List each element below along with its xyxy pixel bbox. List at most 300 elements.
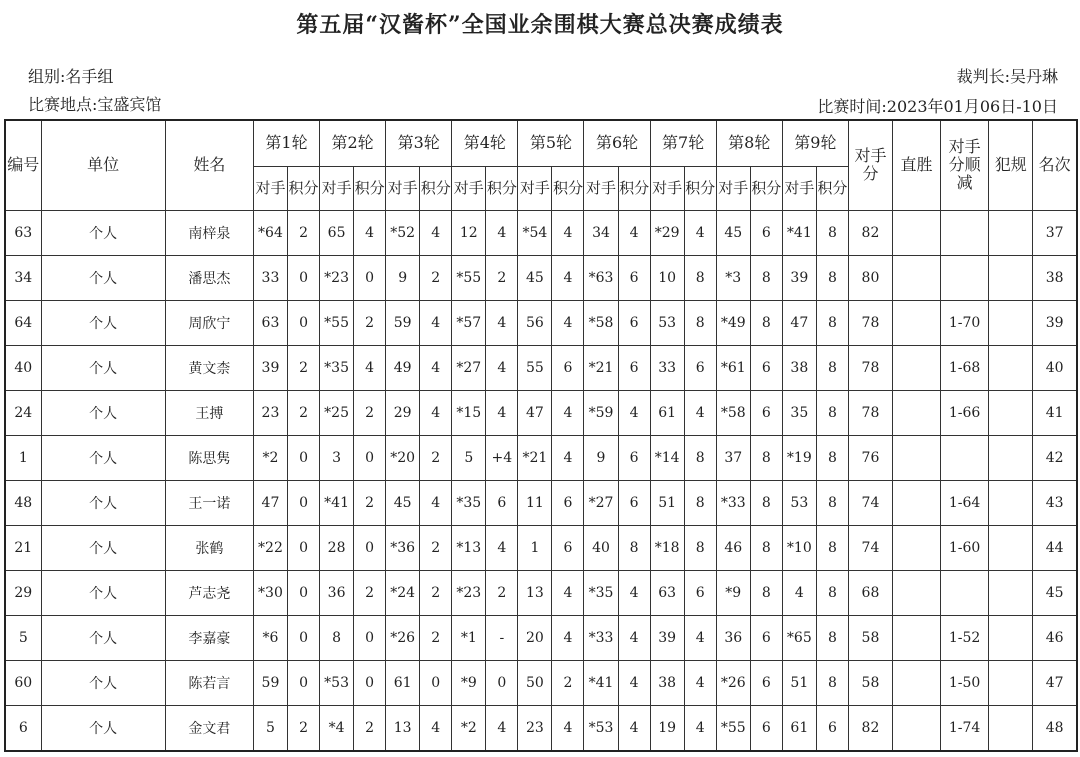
round-points: 2 [288,210,320,255]
round-opponent: *35 [320,345,354,390]
round-opponent: 47 [782,300,816,345]
opponent-order [941,435,989,480]
player-unit: 个人 [41,705,165,751]
round-points: 8 [816,570,848,615]
round-points: 4 [618,570,650,615]
foul [989,525,1033,570]
opponent-order [941,570,989,615]
round-opponent: *23 [320,255,354,300]
round-opponent: *2 [253,435,287,480]
round-points: 4 [552,435,584,480]
round-points: 6 [618,435,650,480]
header-round: 第5轮 [518,120,584,166]
round-points: 6 [618,480,650,525]
round-opponent: 45 [386,480,420,525]
round-points: 4 [354,210,386,255]
opponent-order: 1-74 [941,705,989,751]
round-points: 0 [288,435,320,480]
round-opponent: *25 [320,390,354,435]
player-name: 张鹤 [165,525,253,570]
header-points: 积分 [354,166,386,210]
round-opponent: *35 [452,480,486,525]
round-opponent: *53 [584,705,618,751]
header-points: 积分 [618,166,650,210]
round-points: 4 [420,300,452,345]
round-points: 8 [750,255,782,300]
round-opponent: *65 [782,615,816,660]
player-name: 陈思隽 [165,435,253,480]
header-opponent: 对手 [452,166,486,210]
foul [989,570,1033,615]
round-points: 4 [684,705,716,751]
round-points: 0 [354,435,386,480]
round-points: 2 [288,705,320,751]
direct-win [893,615,941,660]
player-no: 34 [5,255,41,300]
round-opponent: 8 [320,615,354,660]
round-opponent: 35 [782,390,816,435]
round-points: 8 [684,255,716,300]
header-round: 第8轮 [716,120,782,166]
round-points: 4 [684,210,716,255]
round-points: - [486,615,518,660]
round-points: 8 [684,435,716,480]
player-no: 63 [5,210,41,255]
player-name: 王搏 [165,390,253,435]
player-unit: 个人 [41,210,165,255]
rank: 45 [1033,570,1077,615]
header-round: 第3轮 [386,120,452,166]
round-opponent: *18 [650,525,684,570]
round-opponent: *4 [320,705,354,751]
round-opponent: *36 [386,525,420,570]
round-opponent: 36 [320,570,354,615]
player-no: 29 [5,570,41,615]
round-opponent: *33 [716,480,750,525]
round-opponent: *27 [452,345,486,390]
round-points: 8 [750,435,782,480]
round-points: 4 [486,345,518,390]
round-points: 8 [750,300,782,345]
opponent-order: 1-52 [941,615,989,660]
round-opponent: 61 [386,660,420,705]
round-points: 8 [816,255,848,300]
round-points: 2 [486,570,518,615]
round-opponent: *41 [584,660,618,705]
round-opponent: 28 [320,525,354,570]
round-opponent: 19 [650,705,684,751]
header-round: 第6轮 [584,120,650,166]
direct-win [893,525,941,570]
round-points: 0 [288,615,320,660]
direct-win [893,435,941,480]
round-opponent: 46 [716,525,750,570]
round-opponent: 36 [716,615,750,660]
rank: 47 [1033,660,1077,705]
direct-win [893,390,941,435]
round-opponent: *57 [452,300,486,345]
round-points: 8 [816,210,848,255]
header-foul: 犯规 [989,120,1033,210]
round-points: 6 [750,390,782,435]
round-points: 6 [486,480,518,525]
direct-win [893,570,941,615]
header-round: 第9轮 [782,120,848,166]
foul [989,345,1033,390]
player-unit: 个人 [41,480,165,525]
round-opponent: *64 [253,210,287,255]
opponent-score: 68 [848,570,892,615]
round-opponent: 38 [782,345,816,390]
round-points: 4 [618,705,650,751]
header-opponent: 对手 [650,166,684,210]
round-opponent: *59 [584,390,618,435]
opponent-score: 78 [848,345,892,390]
round-opponent: 34 [584,210,618,255]
round-opponent: *3 [716,255,750,300]
round-opponent: *13 [452,525,486,570]
round-opponent: 13 [518,570,552,615]
player-name: 王一诺 [165,480,253,525]
round-opponent: *41 [320,480,354,525]
round-opponent: *53 [320,660,354,705]
round-points: 4 [618,390,650,435]
header-points: 积分 [750,166,782,210]
round-points: 4 [486,210,518,255]
opponent-score: 74 [848,480,892,525]
round-points: 0 [288,660,320,705]
opponent-order: 1-66 [941,390,989,435]
round-opponent: *54 [518,210,552,255]
round-opponent: 9 [584,435,618,480]
header-round: 第4轮 [452,120,518,166]
foul [989,300,1033,345]
round-points: 6 [552,480,584,525]
round-points: 8 [816,345,848,390]
venue-label: 比赛地点:宝盛宾馆 [28,95,162,114]
header-points: 积分 [288,166,320,210]
round-points: 2 [420,255,452,300]
round-points: 4 [486,525,518,570]
round-opponent: 1 [518,525,552,570]
header-opponent: 对手 [782,166,816,210]
round-points: 4 [552,390,584,435]
round-opponent: *58 [584,300,618,345]
round-points: 4 [420,705,452,751]
table-row [5,345,1077,390]
round-points: 6 [750,615,782,660]
round-points: 4 [552,210,584,255]
round-opponent: 4 [782,570,816,615]
table-row [5,525,1077,570]
round-opponent: *22 [253,525,287,570]
round-opponent: 45 [716,210,750,255]
round-opponent: *30 [253,570,287,615]
round-points: 4 [486,390,518,435]
round-opponent: *6 [253,615,287,660]
round-points: 0 [354,255,386,300]
round-opponent: 61 [782,705,816,751]
foul [989,615,1033,660]
round-points: 4 [552,255,584,300]
round-opponent: *58 [716,390,750,435]
round-points: 6 [552,525,584,570]
direct-win [893,705,941,751]
header-unit: 单位 [41,120,165,210]
round-points: 6 [750,345,782,390]
round-points: 4 [552,570,584,615]
header-direct-win: 直胜 [893,120,941,210]
table-row [5,255,1077,300]
round-opponent: 3 [320,435,354,480]
round-points: 0 [288,525,320,570]
header-points: 积分 [552,166,584,210]
round-points: 6 [618,345,650,390]
round-opponent: 20 [518,615,552,660]
opponent-score: 78 [848,390,892,435]
direct-win [893,345,941,390]
round-points: 8 [750,525,782,570]
round-points: 6 [750,660,782,705]
header-round: 第7轮 [650,120,716,166]
foul [989,210,1033,255]
round-points: 4 [552,615,584,660]
round-opponent: *41 [782,210,816,255]
foul [989,705,1033,751]
round-opponent: *26 [386,615,420,660]
round-opponent: *15 [452,390,486,435]
round-points: 2 [354,480,386,525]
opponent-order: 1-70 [941,300,989,345]
round-points: 8 [816,660,848,705]
player-unit: 个人 [41,255,165,300]
opponent-order: 1-64 [941,480,989,525]
foul [989,435,1033,480]
player-name: 南梓泉 [165,210,253,255]
round-opponent: 5 [452,435,486,480]
header-opponent: 对手 [320,166,354,210]
round-points: 0 [354,525,386,570]
round-opponent: 38 [650,660,684,705]
player-name: 周欣宁 [165,300,253,345]
round-points: 4 [684,390,716,435]
player-name: 陈若言 [165,660,253,705]
round-opponent: 40 [584,525,618,570]
round-opponent: *9 [716,570,750,615]
round-points: 6 [816,705,848,751]
header-opponent: 对手 [518,166,552,210]
referee-label: 裁判长:吴丹琳 [956,67,1058,86]
player-no: 64 [5,300,41,345]
opponent-score: 74 [848,525,892,570]
player-no: 60 [5,660,41,705]
opponent-score: 80 [848,255,892,300]
round-opponent: 47 [253,480,287,525]
round-points: 8 [750,480,782,525]
round-points: 6 [750,705,782,751]
table-row [5,300,1077,345]
round-opponent: *63 [584,255,618,300]
rank: 40 [1033,345,1077,390]
results-table [4,119,1078,752]
round-opponent: 13 [386,705,420,751]
round-opponent: *1 [452,615,486,660]
player-unit: 个人 [41,660,165,705]
player-no: 40 [5,345,41,390]
player-name: 黄文柰 [165,345,253,390]
round-points: 2 [420,615,452,660]
header-points: 积分 [420,166,452,210]
round-opponent: 59 [386,300,420,345]
round-points: 2 [552,660,584,705]
round-points: 2 [354,570,386,615]
round-points: 2 [420,570,452,615]
round-opponent: 63 [253,300,287,345]
round-opponent: *2 [452,705,486,751]
player-name: 李嘉豪 [165,615,253,660]
direct-win [893,660,941,705]
player-unit: 个人 [41,570,165,615]
table-row [5,570,1077,615]
round-points: 8 [816,390,848,435]
opponent-order [941,255,989,300]
round-opponent: 53 [650,300,684,345]
page-title: 第五届“汉酱杯”全国业余围棋大赛总决赛成绩表 [296,12,784,38]
round-opponent: 11 [518,480,552,525]
foul [989,480,1033,525]
opponent-order: 1-50 [941,660,989,705]
player-unit: 个人 [41,345,165,390]
direct-win [893,255,941,300]
round-points: 2 [354,390,386,435]
round-points: 0 [288,480,320,525]
table-row [5,390,1077,435]
foul [989,390,1033,435]
round-points: 6 [684,570,716,615]
round-points: 6 [684,345,716,390]
round-points: 4 [552,705,584,751]
header-no: 编号 [5,120,41,210]
round-opponent: 10 [650,255,684,300]
round-points: 0 [354,660,386,705]
round-opponent: *33 [584,615,618,660]
round-points: 0 [288,300,320,345]
player-no: 6 [5,705,41,751]
player-unit: 个人 [41,390,165,435]
round-opponent: 65 [320,210,354,255]
round-points: 2 [288,390,320,435]
round-points: 4 [552,300,584,345]
rank: 39 [1033,300,1077,345]
opponent-score: 82 [848,705,892,751]
direct-win [893,210,941,255]
header-points: 积分 [486,166,518,210]
table-row [5,480,1077,525]
round-opponent: *52 [386,210,420,255]
round-opponent: 51 [782,660,816,705]
round-points: 4 [420,345,452,390]
round-points: 8 [684,480,716,525]
round-points: 0 [288,570,320,615]
round-opponent: 29 [386,390,420,435]
header-round: 第1轮 [253,120,319,166]
round-points: 2 [420,525,452,570]
foul [989,255,1033,300]
player-unit: 个人 [41,615,165,660]
table-row [5,210,1077,255]
header-round: 第2轮 [320,120,386,166]
round-points: 4 [684,615,716,660]
round-opponent: 47 [518,390,552,435]
round-opponent: 51 [650,480,684,525]
header-points: 积分 [816,166,848,210]
round-points: 8 [816,615,848,660]
round-points: 4 [420,390,452,435]
round-points: 2 [420,435,452,480]
player-no: 21 [5,525,41,570]
round-points: 8 [816,525,848,570]
round-opponent: *21 [518,435,552,480]
round-points: 6 [618,255,650,300]
round-points: 0 [288,255,320,300]
group-label: 组别:名手组 [28,67,114,86]
round-opponent: *55 [716,705,750,751]
round-opponent: 53 [782,480,816,525]
round-opponent: *29 [650,210,684,255]
header-points: 积分 [684,166,716,210]
round-points: 6 [552,345,584,390]
round-opponent: 61 [650,390,684,435]
rank: 43 [1033,480,1077,525]
direct-win [893,480,941,525]
round-opponent: 9 [386,255,420,300]
round-opponent: 56 [518,300,552,345]
rank: 42 [1033,435,1077,480]
table-row [5,615,1077,660]
round-opponent: *20 [386,435,420,480]
opponent-score: 78 [848,300,892,345]
round-opponent: 33 [650,345,684,390]
round-opponent: *55 [320,300,354,345]
round-opponent: 5 [253,705,287,751]
table-row [5,705,1077,751]
round-points: 8 [618,525,650,570]
round-opponent: *21 [584,345,618,390]
rank: 37 [1033,210,1077,255]
header-name: 姓名 [165,120,253,210]
round-opponent: 23 [518,705,552,751]
round-opponent: 63 [650,570,684,615]
round-points: +4 [486,435,518,480]
opponent-score: 58 [848,660,892,705]
player-name: 潘思杰 [165,255,253,300]
player-unit: 个人 [41,435,165,480]
player-name: 金文君 [165,705,253,751]
round-opponent: 50 [518,660,552,705]
player-no: 5 [5,615,41,660]
round-opponent: *26 [716,660,750,705]
round-points: 4 [420,480,452,525]
round-points: 2 [354,300,386,345]
round-points: 4 [486,300,518,345]
round-opponent: *10 [782,525,816,570]
header-opponent: 对手 [386,166,420,210]
opponent-score: 58 [848,615,892,660]
round-opponent: *24 [386,570,420,615]
round-points: 4 [486,705,518,751]
round-points: 2 [354,705,386,751]
player-no: 48 [5,480,41,525]
